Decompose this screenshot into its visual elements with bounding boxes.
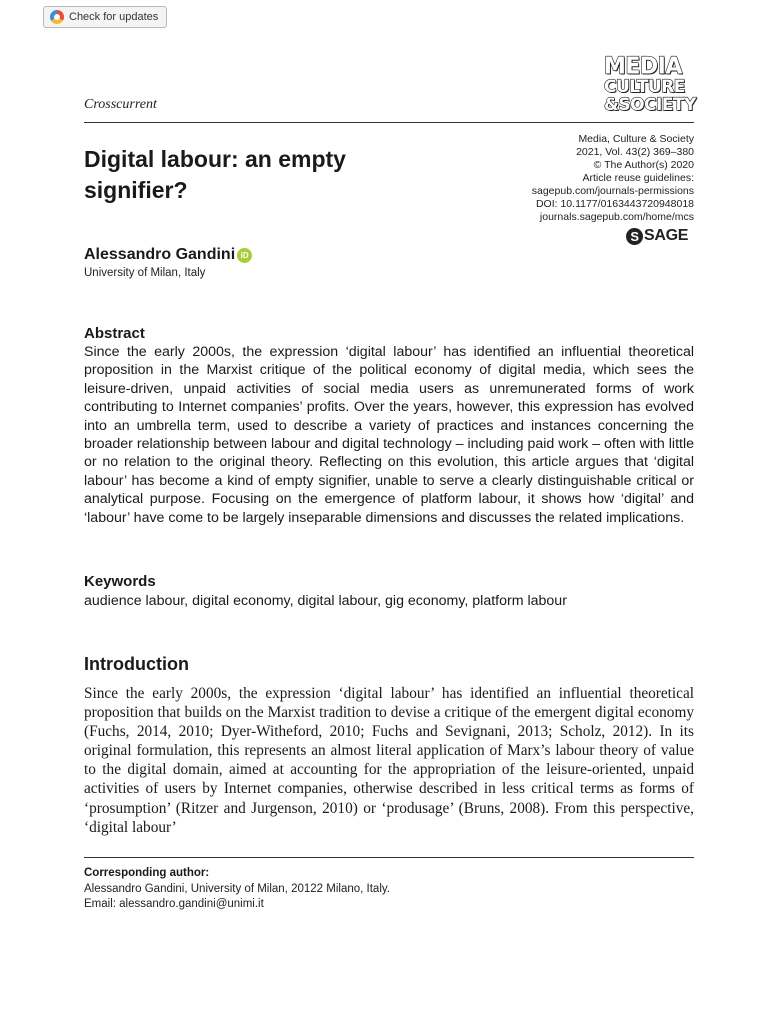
corresponding-author-email[interactable]: Email: alessandro.gandini@unimi.it	[84, 898, 264, 910]
sage-wordmark: SAGE	[644, 227, 689, 244]
check-for-updates-label: Check for updates	[69, 11, 159, 23]
orcid-icon[interactable]: iD	[237, 248, 252, 263]
keywords-heading: Keywords	[84, 573, 156, 590]
crossmark-icon	[50, 10, 64, 24]
abstract-text: Since the early 2000s, the expression ‘digital labour’ has identified an influential theoretical proposition in the Marxist critique of the political economy of digital media, which sees the leisure-driven, unpaid activities of social media users as unremunerated forms of work contributing to Internet companies’ profits. Over the years, however, this expression has evolved into an umbrella term, used to describe a variety of practices and instances concerning the broader relationship between labour and digital technology – including paid work – often with little or no relation to the original theory. Reflecting on this evolution, this article argues that ‘digital labour’ has become a kind of empty signifier, unable to serve a clearly distinguishable critical or analytical purpose. Focusing on the emergence of platform labour, it shows how ‘digital’ and ‘labour’ have come to be largely inseparable dimensions and discusses the related implications.	[84, 344, 694, 526]
journal-home-link[interactable]: journals.sagepub.com/home/mcs	[539, 211, 694, 223]
section-label: Crosscurrent	[84, 97, 157, 112]
corresponding-author-address: Alessandro Gandini, University of Milan, 20122 Milano, Italy.	[84, 883, 390, 895]
header-rule	[84, 122, 694, 123]
footnote-rule	[84, 857, 694, 858]
corresponding-author-heading: Corresponding author:	[84, 867, 210, 879]
introduction-text: Since the early 2000s, the expression ‘digital labour’ has identified an influential theoretical proposition that builds on the Marxist tradition to devise a critique of the emergent digital economy (Fuchs, 2014, 2010; Dyer-Witheford, 2010; Fuchs and Sevignani, 2013; Scholz, 2012). In its original formulation, this represents an almost literal application of Marx’s labour theory of value to the digital domain, aimed at accounting for the appropriation of the leisure-oriented, unpaid activities of users by Internet companies, otherwise described in less critical terms as forms of ‘prosumption’ (Ritzer and Jurgenson, 2010) or ‘produsage’ (Bruns, 2008). From this perspective, ‘digital labour’	[84, 685, 694, 836]
author-affiliation: University of Milan, Italy	[84, 267, 206, 279]
journal-volume: 2021, Vol. 43(2) 369–380	[576, 146, 694, 158]
check-for-updates-button[interactable]	[43, 6, 167, 28]
doi-link[interactable]: DOI: 10.1177/0163443720948018	[535, 198, 694, 210]
journal-logo	[604, 53, 696, 115]
permissions-link[interactable]: sagepub.com/journals-permissions	[531, 185, 694, 197]
article-title: Digital labour: an empty signifier?	[84, 146, 346, 203]
sage-logo	[626, 227, 688, 245]
sage-icon: S	[626, 228, 643, 245]
copyright: © The Author(s) 2020	[593, 159, 694, 171]
logo-line-3: &SOCIETY	[604, 95, 696, 115]
author-name-text: Alessandro Gandini	[84, 246, 236, 263]
abstract-heading: Abstract	[84, 325, 145, 342]
logo-line-1: MEDIA	[604, 53, 682, 80]
reuse-guidelines: Article reuse guidelines:	[582, 172, 694, 184]
author-name	[84, 246, 252, 264]
logo-line-2: CULTURE	[604, 77, 685, 97]
journal-name: Media, Culture & Society	[578, 133, 694, 145]
journal-info	[532, 133, 694, 224]
introduction-heading: Introduction	[84, 654, 189, 674]
keywords-text: audience labour, digital economy, digital labour, gig economy, platform labour	[84, 593, 567, 609]
